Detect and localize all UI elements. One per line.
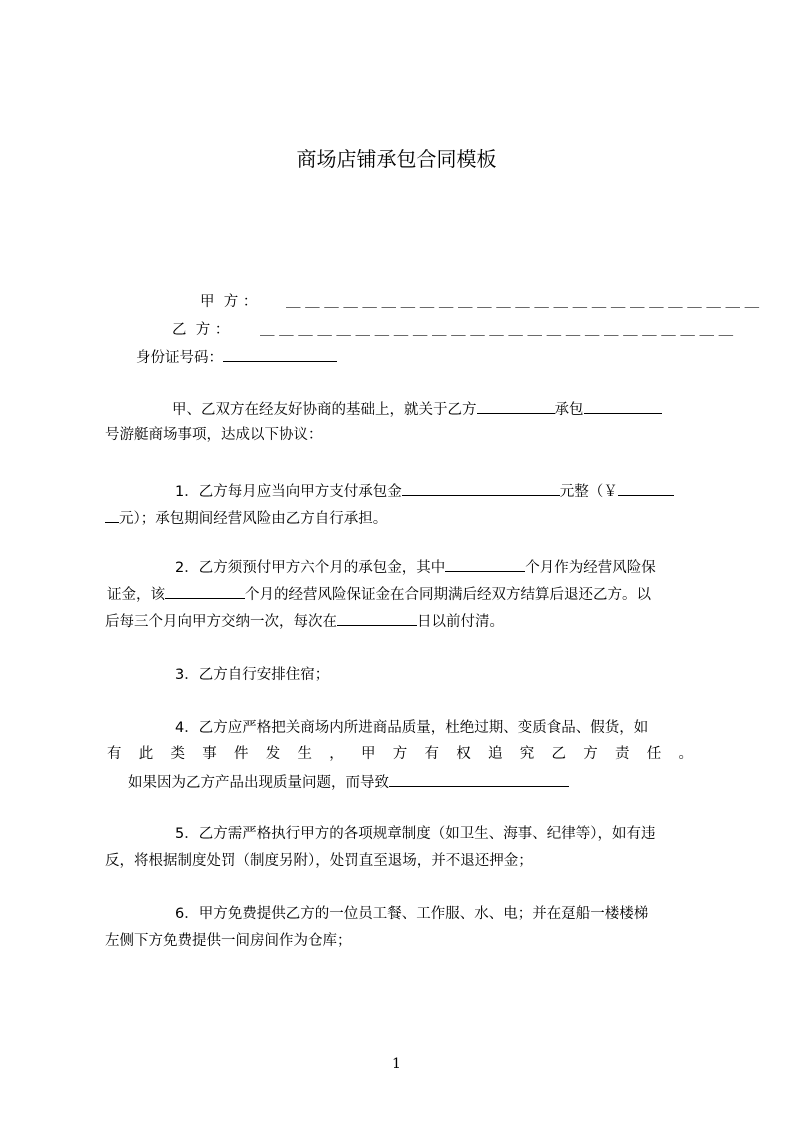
- clause-1-blank-yuan-cont: [105, 507, 119, 523]
- clause-2-line-1: [175, 556, 656, 578]
- clause-4-char: 方: [392, 746, 408, 762]
- clause-4-char: 有: [107, 746, 122, 762]
- intro-line-2: 号游艇商场事项，达成以下协议：: [105, 427, 323, 443]
- clause-4-char: 方: [583, 746, 598, 762]
- clause-4-char: 事: [202, 746, 217, 762]
- intro-line-1: [172, 398, 662, 420]
- clause-4-line-2: [107, 744, 693, 764]
- clause-4-line-3: [128, 771, 569, 793]
- clause-1-line-2: [105, 507, 387, 529]
- clause-2-blank-date: [337, 610, 417, 626]
- party-a-row: [200, 292, 257, 312]
- clause-4-char: 究: [519, 746, 535, 762]
- clause-4-blank: [389, 771, 569, 787]
- intro-blank-2: [584, 398, 662, 414]
- clause-4-char: 发: [265, 746, 281, 762]
- clause-4-char: 甲: [361, 746, 376, 762]
- clause-4-char: 追: [488, 746, 503, 762]
- document-title: 商场店铺承包合同模板: [296, 147, 497, 171]
- clause-4-char: 件: [234, 746, 249, 762]
- clause-4-char: 生: [297, 746, 312, 762]
- clause-2-text-e: 后每三个月向甲方交纳一次，每次在: [105, 614, 337, 630]
- clause-3-line: 3．乙方自行安排住宿；: [175, 667, 330, 683]
- clause-1-text-b: 元整（￥: [559, 484, 618, 500]
- clause-1-text-c: 元）；承包期间经营风险由乙方自行承担。: [119, 511, 388, 527]
- clause-4-line-1: 4．乙方应严格把关商场内所进商品质量，杜绝过期、变质食品、假货，如: [175, 720, 649, 736]
- clause-2-text-d: 个月的经营风险保证金在合同期满后经双方结算后退还乙方。以: [245, 587, 651, 603]
- party-b-label: 乙 方 ：: [172, 322, 230, 338]
- clause-2-line-2: [107, 583, 651, 605]
- intro-text-b: 承包: [554, 402, 584, 418]
- id-number-label: 身份证号码：: [136, 350, 223, 366]
- party-b-row: [172, 320, 229, 340]
- clause-2-line-3: [105, 610, 504, 632]
- clause-1-blank-yuan: [618, 480, 674, 496]
- clause-6-line-1: 6．甲方免费提供乙方的一位员工餐、工作服、水、电；并在趸船一楼楼梯: [175, 906, 649, 922]
- clause-1-text-a: 1．乙方每月应当向甲方支付承包金: [175, 484, 402, 500]
- party-a-label: 甲 方 ：: [200, 294, 258, 310]
- intro-blank-1: [477, 398, 555, 414]
- clause-5-line-1: 5．乙方需严格执行甲方的各项规章制度（如卫生、海事、纪律等），如有违: [175, 826, 656, 842]
- clause-4-char: 此: [138, 746, 154, 762]
- id-number-row: [136, 346, 337, 368]
- clause-5-line-2: 反，将根据制度处罚（制度另附），处罚直至退场，并不退还押金；: [105, 853, 533, 869]
- clause-4-char: 。: [678, 746, 693, 762]
- clause-2-text-c: 证金，该: [107, 587, 165, 603]
- clause-2-text-f: 日以前付清。: [417, 614, 504, 630]
- clause-4-char: ，: [329, 746, 344, 762]
- clause-1-line-1: [175, 480, 674, 502]
- clause-4-char: 有: [424, 746, 439, 762]
- clause-4-char: 乙: [551, 746, 566, 762]
- clause-4-char: 责: [615, 746, 630, 762]
- clause-2-blank-months: [445, 556, 525, 572]
- intro-text-a: 甲、乙双方在经友好协商的基础上，就关于乙方: [172, 402, 477, 418]
- party-a-dash-line: ＿ ＿ ＿ ＿ ＿ ＿ ＿ ＿ ＿ ＿ ＿ ＿ ＿ ＿ ＿ ＿ ＿ ＿ ＿ ＿ ＿ ＿ ＿ ＿ ＿: [286, 294, 760, 310]
- id-number-blank: [223, 346, 337, 362]
- clause-1-blank-amount: [402, 480, 560, 496]
- clause-2-text-a: 2．乙方须预付甲方六个月的承包金，其中: [175, 560, 446, 576]
- clause-4-text-c: 如果因为乙方产品出现质量问题，而导致: [128, 775, 389, 791]
- clause-2-blank-deposit: [165, 583, 245, 599]
- party-b-dash-line: ＿ ＿ ＿ ＿ ＿ ＿ ＿ ＿ ＿ ＿ ＿ ＿ ＿ ＿ ＿ ＿ ＿ ＿ ＿ ＿ ＿ ＿ ＿ ＿ ＿: [260, 322, 734, 338]
- clause-4-char: 类: [170, 746, 185, 762]
- clause-2-text-b: 个月作为经营风险保: [525, 560, 656, 576]
- clause-6-line-2: 左侧下方免费提供一间房间作为仓库；: [105, 933, 352, 949]
- clause-4-char: 任: [646, 746, 662, 762]
- page-number: 1: [392, 1056, 401, 1072]
- clause-4-char: 权: [456, 746, 471, 762]
